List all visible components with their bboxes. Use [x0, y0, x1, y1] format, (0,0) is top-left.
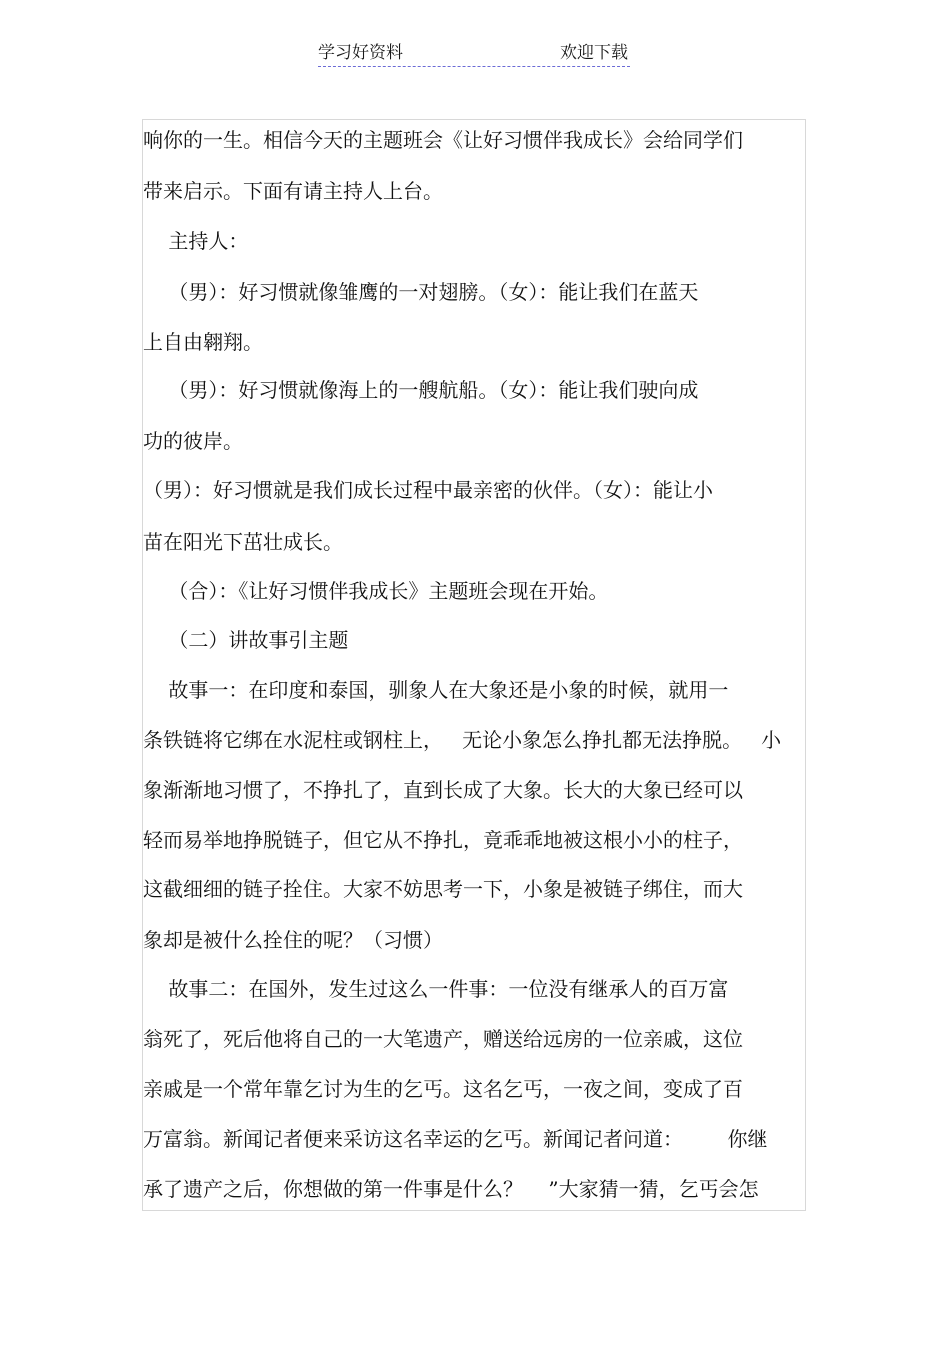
- text-line: （男）：好习惯就像雏鹰的一对翅膀。（女）：能让我们在蓝天: [143, 280, 699, 304]
- text-line: （男）：好习惯就像海上的一艘航船。（女）：能让我们驶向成: [143, 378, 699, 402]
- text-line: （二）讲故事引主题: [143, 628, 349, 652]
- text-line: 象渐渐地习惯了，不挣扎了，直到长成了大象。长大的大象已经可以: [143, 778, 743, 802]
- text-line: 条铁链将它绑在水泥柱或钢柱上， 无论小象怎么挣扎都无法挣脱。 小: [143, 728, 782, 752]
- text-line: 功的彼岸。: [143, 429, 243, 453]
- page-header: [318, 40, 630, 67]
- text-line: 带来启示。下面有请主持人上台。: [143, 179, 443, 203]
- text-line: 故事一：在印度和泰国，驯象人在大象还是小象的时候，就用一: [143, 678, 729, 702]
- text-line: 亲戚是一个常年靠乞讨为生的乞丐。这名乞丐，一夜之间，变成了百: [143, 1077, 743, 1101]
- text-line: 象却是被什么拴住的呢？（习惯）: [143, 928, 443, 952]
- text-line: 故事二：在国外，发生过这么一件事：一位没有继承人的百万富: [143, 977, 729, 1001]
- text-line: （合）：《让好习惯伴我成长》主题班会现在开始。: [143, 579, 609, 603]
- text-line: 上自由翱翔。: [143, 330, 263, 354]
- text-line: 响你的一生。相信今天的主题班会《让好习惯伴我成长》会给同学们: [143, 128, 743, 152]
- text-line: 这截细细的链子拴住。大家不妨思考一下，小象是被链子绑住，而大: [143, 877, 743, 901]
- text-line: 轻而易举地挣脱链子，但它从不挣扎，竟乖乖地被这根小小的柱子，: [143, 828, 743, 852]
- text-line: 翁死了，死后他将自己的一大笔遗产，赠送给远房的一位亲戚，这位: [143, 1027, 743, 1051]
- text-line: （男）：好习惯就是我们成长过程中最亲密的伙伴。（女）：能让小: [143, 478, 713, 502]
- text-line: 主持人：: [143, 229, 249, 253]
- header-right-text: 欢迎下载: [560, 43, 628, 63]
- text-line: 万富翁。新闻记者便来采访这名幸运的乞丐。新闻记者问道： 你继: [143, 1127, 768, 1151]
- text-line: 承了遗产之后，你想做的第一件事是什么？ ”大家猜一猜，乞丐会怎: [143, 1177, 759, 1201]
- text-line: 苗在阳光下茁壮成长。: [143, 530, 343, 554]
- header-left-text: 学习好资料: [318, 43, 403, 63]
